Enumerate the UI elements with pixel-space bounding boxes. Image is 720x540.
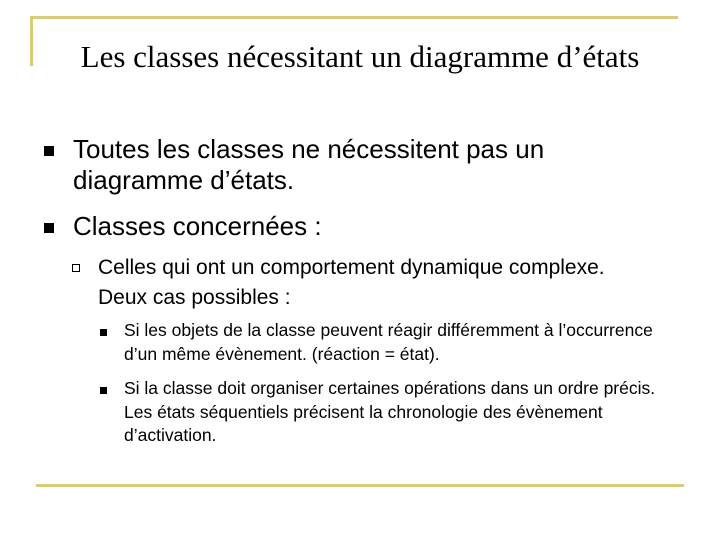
bullet-text: Toutes les classes ne nécessitent pas un diagramme d’états.: [73, 134, 545, 195]
frame-top-rule: [30, 16, 678, 19]
sub-sub-bullet-text: Si la classe doit organiser certaines opérations dans un ordre précis. Les états séquentiels précisent la chronologie des évènement d’activation.: [124, 378, 656, 445]
frame-left-rule: [30, 16, 33, 66]
frame-bottom-rule: [36, 484, 684, 487]
sub-bullet-text: Celles qui ont un comportement dynamique complexe. Deux cas possibles :: [98, 256, 605, 309]
bullet-text: Classes concernées :: [73, 211, 322, 241]
slide-title: Les classes nécessitant un diagramme d’états: [80, 39, 640, 74]
filled-square-icon: [44, 223, 54, 233]
filled-square-icon: [44, 146, 54, 156]
small-filled-square-icon: [100, 329, 107, 336]
sub-sub-bullet-text: Si les objets de la classe peuvent réagir différemment à l’occurrence d’un même évènement. (réaction = état).: [124, 320, 653, 364]
small-filled-square-icon: [100, 387, 107, 394]
hollow-square-icon: [72, 264, 80, 272]
